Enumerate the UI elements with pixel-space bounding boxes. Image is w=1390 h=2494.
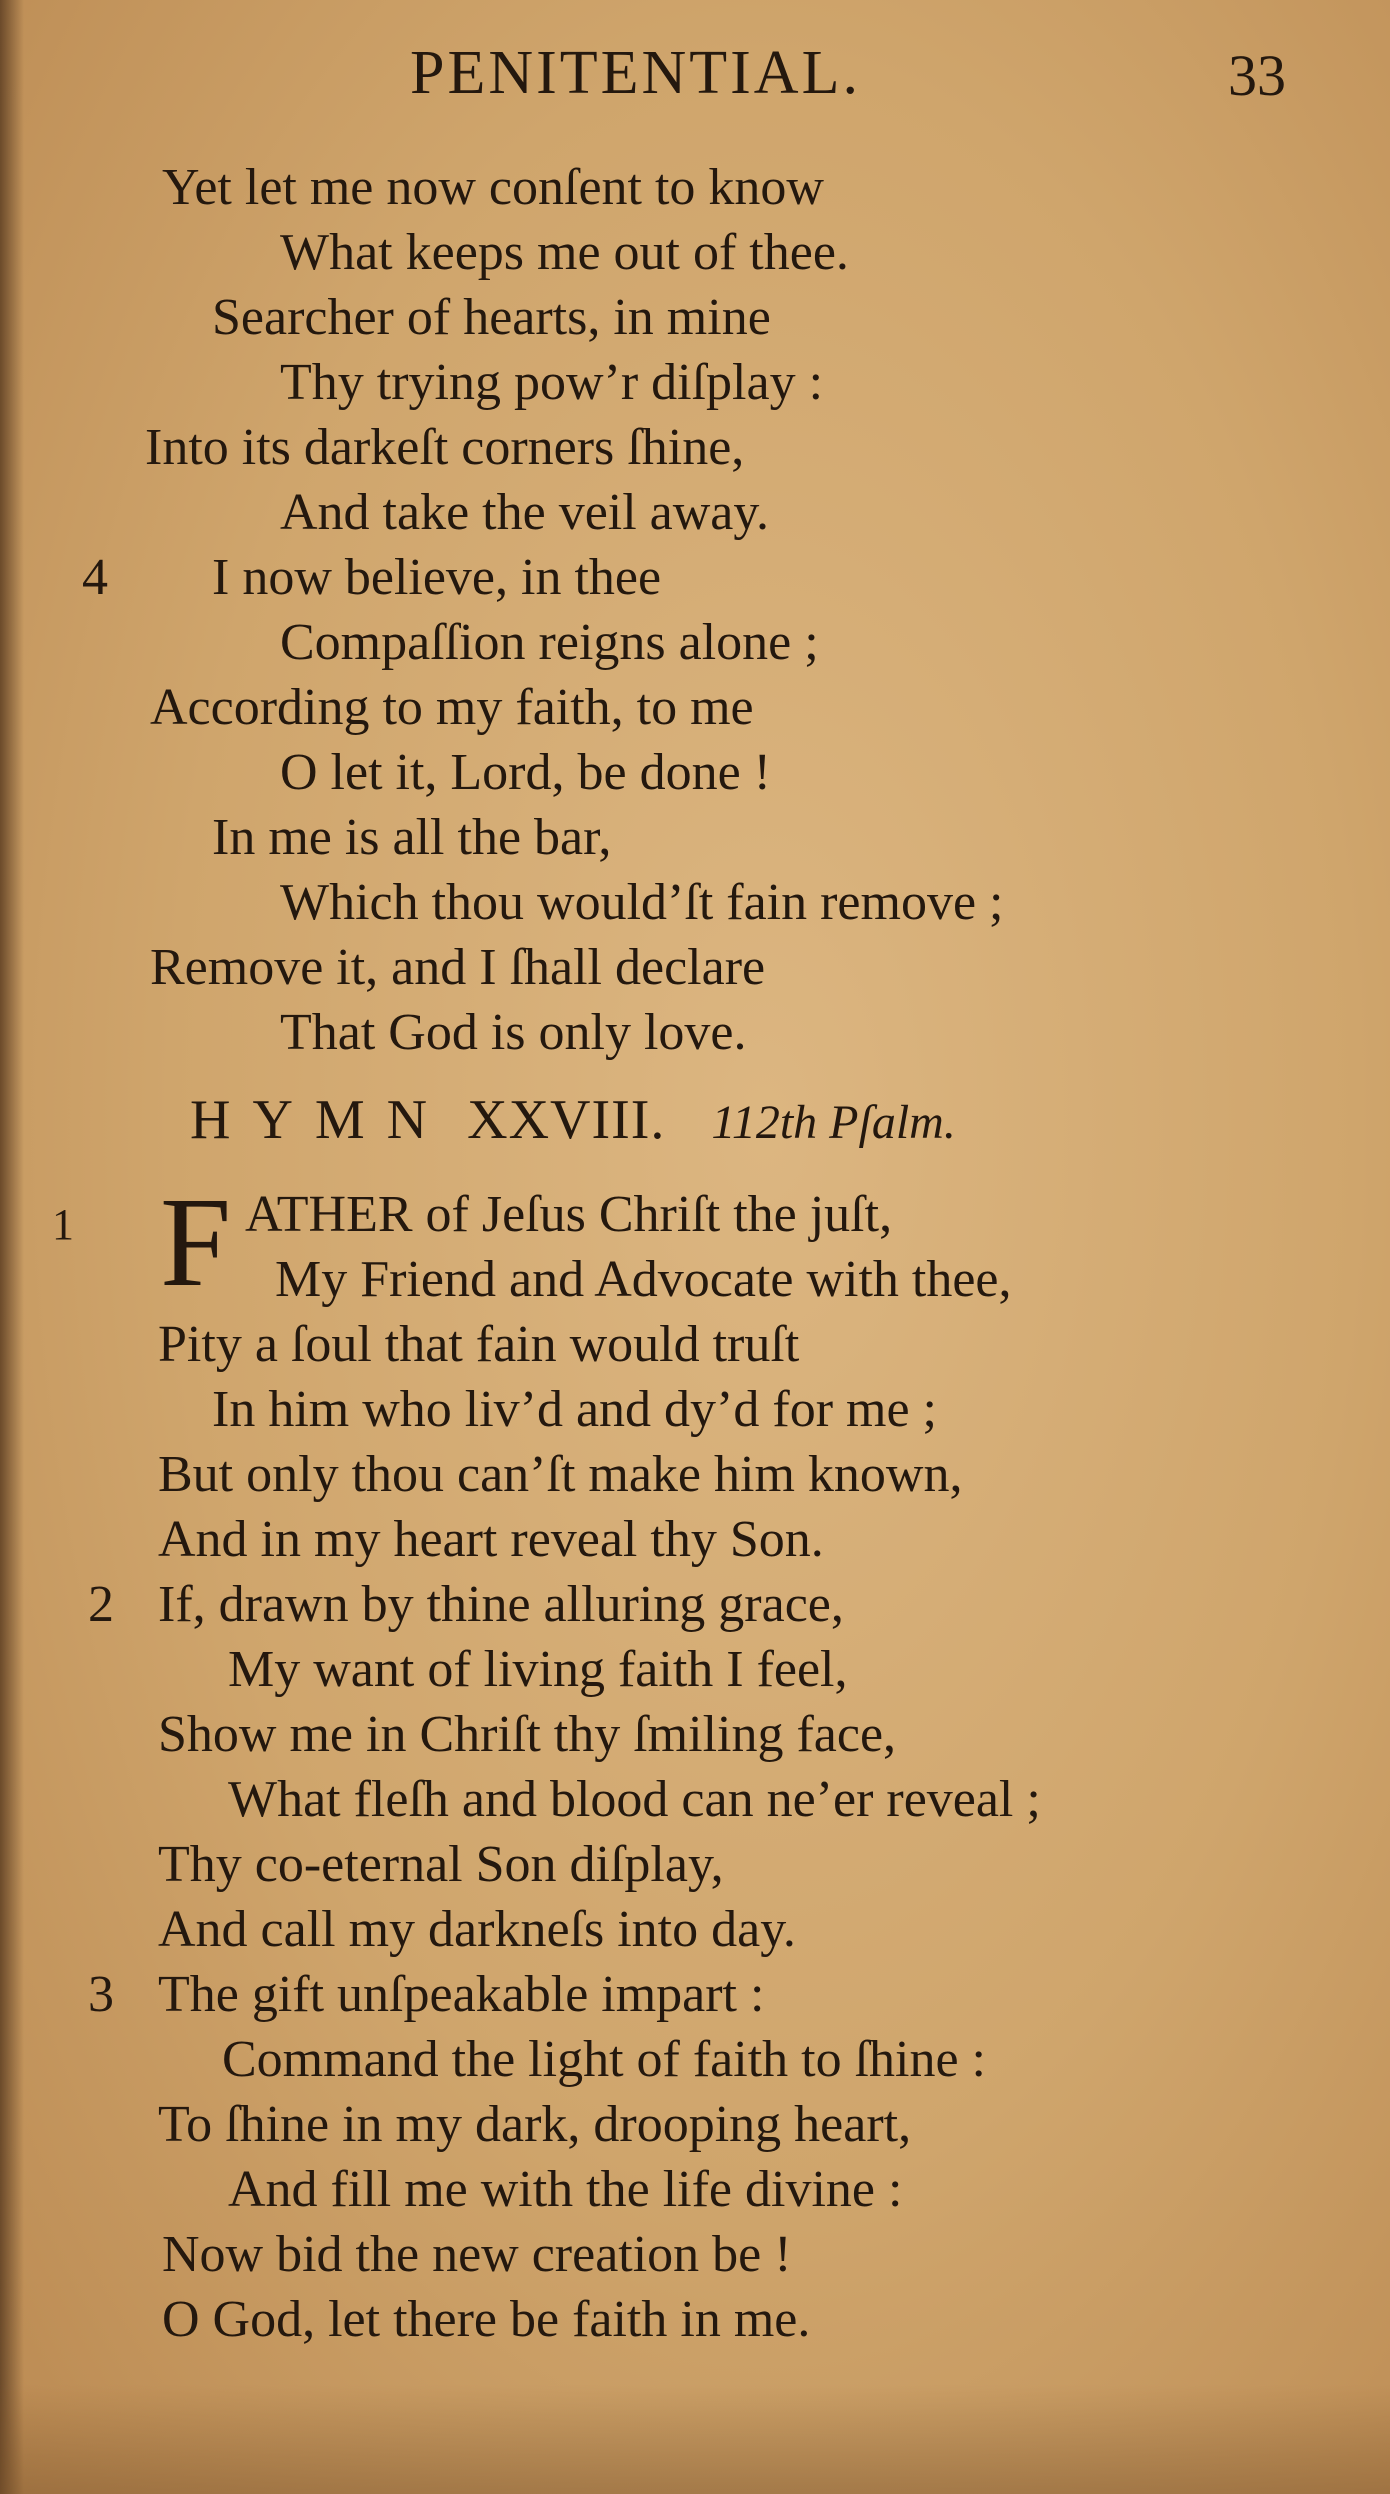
verse-line: Command the light of faith to ſhine : [222, 2031, 987, 2088]
verse-line: O God, let there be faith in me. [162, 2291, 811, 2348]
verse-line: What keeps me out of thee. [280, 224, 849, 281]
hymn-label: HYMN [190, 1089, 450, 1151]
verse-line: Yet let me now conſent to know [162, 159, 824, 216]
verse-line: What fleſh and blood can ne’er reveal ; [228, 1771, 1041, 1828]
verse-line: Into its darkeſt corners ſhine, [145, 419, 745, 476]
verse-line: That God is only love. [280, 1004, 747, 1061]
verse-line: Compaſſion reigns alone ; [280, 614, 819, 671]
hymn-numeral: XXVIII. [467, 1089, 666, 1151]
stanza-number: 4 [82, 549, 108, 606]
verse-line: But only thou can’ſt make him known, [158, 1446, 963, 1503]
verse-line: And fill me with the life divine : [228, 2161, 903, 2218]
verse-line: Searcher of hearts, in mine [212, 289, 771, 346]
verse-line: In me is all the bar, [212, 809, 612, 866]
verse-line: And call my darkneſs into day. [158, 1901, 796, 1958]
verse-line: I now believe, in thee [212, 549, 662, 606]
verse-line: If, drawn by thine alluring grace, [158, 1576, 844, 1633]
verse-line: My want of living faith I feel, [228, 1641, 848, 1698]
verse-line: Now bid the new creation be ! [162, 2226, 792, 2283]
stanza-number: 3 [88, 1966, 114, 2023]
verse-line: Show me in Chriſt thy ſmiling face, [158, 1706, 897, 1763]
verse-line: O let it, Lord, be done ! [280, 744, 771, 801]
verse-line: And take the veil away. [280, 484, 769, 541]
page-gutter-shadow [0, 0, 24, 2494]
verse-line: Remove it, and I ſhall declare [150, 939, 766, 996]
stanza-number: 2 [88, 1576, 114, 1633]
stanza-number: 1 [52, 1200, 74, 1249]
drop-cap: F [160, 1171, 232, 1313]
verse-line: ATHER of Jeſus Chriſt the juſt, [245, 1186, 893, 1243]
verse-line: Thy co-eternal Son diſplay, [158, 1836, 724, 1893]
verse-line: Thy trying pow’r diſplay : [280, 354, 824, 411]
verse-line: The gift unſpeakable impart : [158, 1966, 765, 2023]
verse-line: According to my faith, to me [150, 679, 754, 736]
verse-line: Which thou would’ſt fain remove ; [280, 874, 1004, 931]
verse-line: In him who liv’d and dy’d for me ; [212, 1381, 937, 1438]
verse-line: And in my heart reveal thy Son. [158, 1511, 824, 1568]
verse-line: My Friend and Advocate with thee, [275, 1251, 1012, 1308]
verse-line: Pity a ſoul that fain would truſt [158, 1316, 800, 1373]
running-head: PENITENTIAL. [410, 39, 861, 107]
verse-line: To ſhine in my dark, drooping heart, [158, 2096, 912, 2153]
page-bottom-stain [0, 2384, 1390, 2494]
psalm-reference: 112th Pſalm. [711, 1096, 956, 1149]
page-number: 33 [1228, 43, 1286, 108]
hymn-title [190, 1090, 956, 1153]
